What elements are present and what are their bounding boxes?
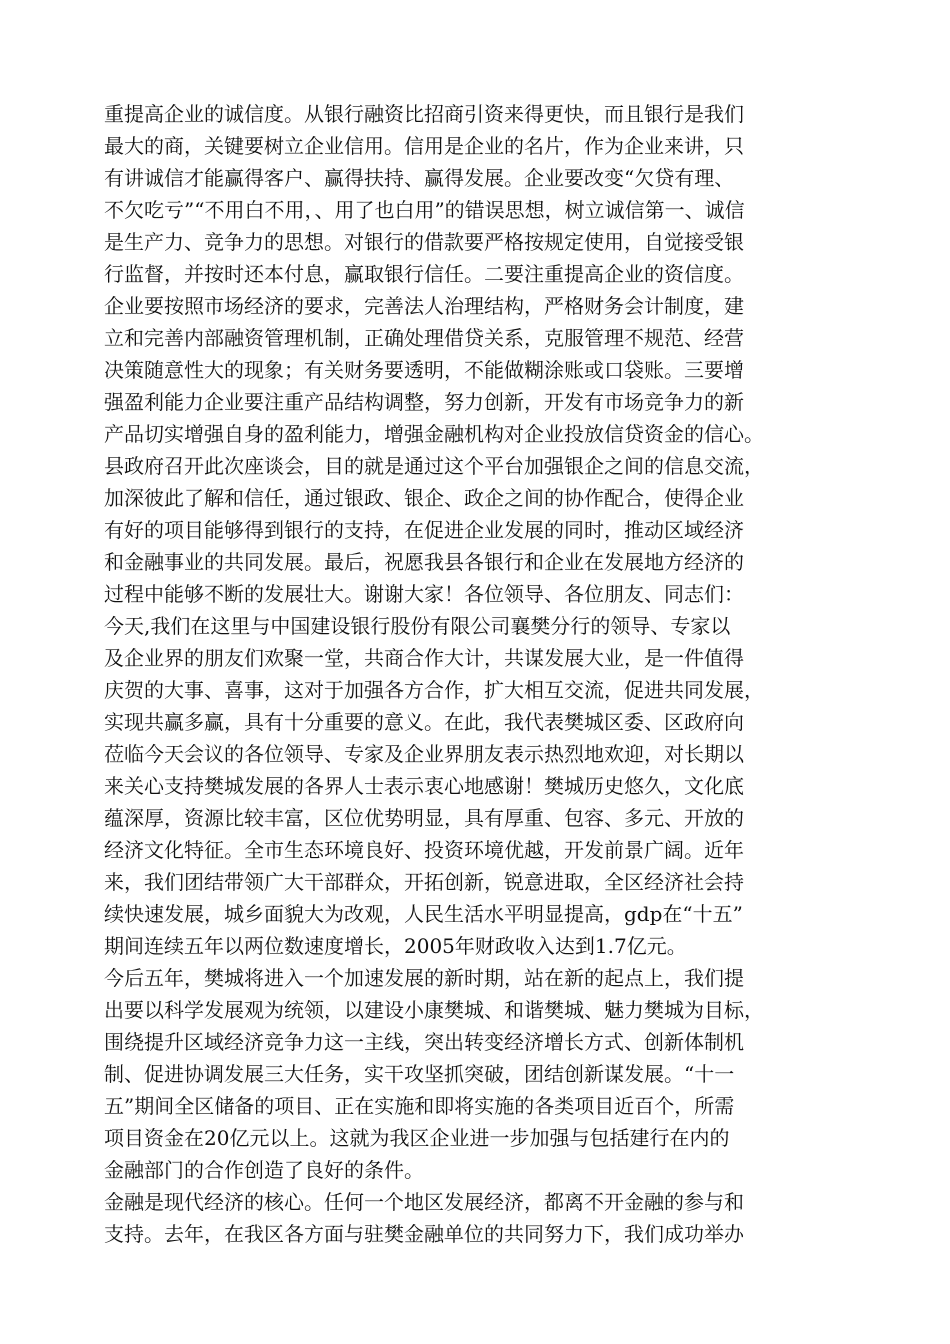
text-line: 及企业界的朋友们欢聚一堂，共商合作大计，共谋发展大业，是一件值得 — [104, 646, 744, 670]
text-line: 来，我们团结带领广大干部群众，开拓创新，锐意进取，全区经济社会持 — [104, 870, 744, 894]
text-line: 经济文化特征。全市生态环境良好、投资环境优越，开发前景广阔。近年 — [104, 838, 744, 862]
text-line: 蕴深厚，资源比较丰富，区位优势明显，具有厚重、包容、多元、开放的 — [104, 806, 744, 830]
text-line: 有讲诚信才能赢得客户、赢得扶持、赢得发展。企业要改变“欠贷有理、 — [104, 166, 735, 190]
body-text — [104, 98, 864, 1250]
text-line: 围绕提升区域经济竞争力这一主线，突出转变经济增长方式、创新体制机 — [104, 1030, 744, 1054]
text-line: 产品切实增强自身的盈利能力，增强金融机构对企业投放信贷资金的信心。 — [104, 422, 764, 446]
text-line: 有好的项目能够得到银行的支持，在促进企业发展的同时，推动区域经济 — [104, 518, 744, 542]
text-line: 企业要按照市场经济的要求，完善法人治理结构，严格财务会计制度，建 — [104, 294, 744, 318]
text-line: 今天,我们在这里与中国建设银行股份有限公司襄樊分行的领导、专家以 — [104, 614, 731, 638]
text-line: 支持。去年，在我区各方面与驻樊金融单位的共同努力下，我们成功举办 — [104, 1222, 744, 1246]
text-line: 立和完善内部融资管理机制，正确处理借贷关系，克服管理不规范、经营 — [104, 326, 744, 350]
text-line: 过程中能够不断的发展壮大。谢谢大家！各位领导、各位朋友、同志们： — [104, 582, 744, 606]
text-line: 莅临今天会议的各位领导、专家及企业界朋友表示热烈地欢迎，对长期以 — [104, 742, 744, 766]
text-line: 最大的商，关键要树立企业信用。信用是企业的名片，作为企业来讲，只 — [104, 134, 744, 158]
text-line: 不欠吃亏”“不用白不用，、用了也白用”的错误思想，树立诚信第一、诚信 — [104, 198, 745, 222]
text-line: 续快速发展，城乡面貌大为改观，人民生活水平明显提高，gdp在“十五” — [104, 902, 743, 926]
text-line: 今后五年，樊城将进入一个加速发展的新时期，站在新的起点上，我们提 — [104, 966, 744, 990]
text-line: 重提高企业的诚信度。从银行融资比招商引资来得更快，而且银行是我们 — [104, 102, 744, 126]
text-line: 决策随意性大的现象；有关财务要透明，不能做糊涂账或口袋账。三要增 — [104, 358, 744, 382]
text-line: 金融部门的合作创造了良好的条件。 — [104, 1158, 424, 1182]
text-line: 项目资金在20亿元以上。这就为我区企业进一步加强与包括建行在内的 — [104, 1126, 730, 1150]
text-line: 出要以科学发展观为统领，以建设小康樊城、和谐樊城、魅力樊城为目标， — [104, 998, 764, 1022]
text-line: 制、促进协调发展三大任务，实干攻坚抓突破，团结创新谋发展。“十一 — [104, 1062, 735, 1086]
text-line: 和金融事业的共同发展。最后，祝愿我县各银行和企业在发展地方经济的 — [104, 550, 744, 574]
text-line: 金融是现代经济的核心。任何一个地区发展经济，都离不开金融的参与和 — [104, 1190, 744, 1214]
text-line: 行监督，并按时还本付息，赢取银行信任。二要注重提高企业的资信度。 — [104, 262, 744, 286]
text-line: 实现共赢多赢，具有十分重要的意义。在此，我代表樊城区委、区政府向 — [104, 710, 744, 734]
text-line: 县政府召开此次座谈会，目的就是通过这个平台加强银企之间的信息交流， — [104, 454, 764, 478]
text-line: 加深彼此了解和信任，通过银政、银企、政企之间的协作配合，使得企业 — [104, 486, 744, 510]
text-line: 来关心支持樊城发展的各界人士表示衷心地感谢！樊城历史悠久，文化底 — [104, 774, 744, 798]
text-line: 五”期间全区储备的项目、正在实施和即将实施的各类项目近百个，所需 — [104, 1094, 735, 1118]
text-line: 期间连续五年以两位数速度增长，2005年财政收入达到1.7亿元。 — [104, 934, 687, 958]
text-line: 强盈利能力企业要注重产品结构调整，努力创新，开发有市场竞争力的新 — [104, 390, 744, 414]
text-line: 庆贺的大事、喜事，这对于加强各方合作，扩大相互交流，促进共同发展， — [104, 678, 764, 702]
text-line: 是生产力、竞争力的思想。对银行的借款要严格按规定使用，自觉接受银 — [104, 230, 744, 254]
